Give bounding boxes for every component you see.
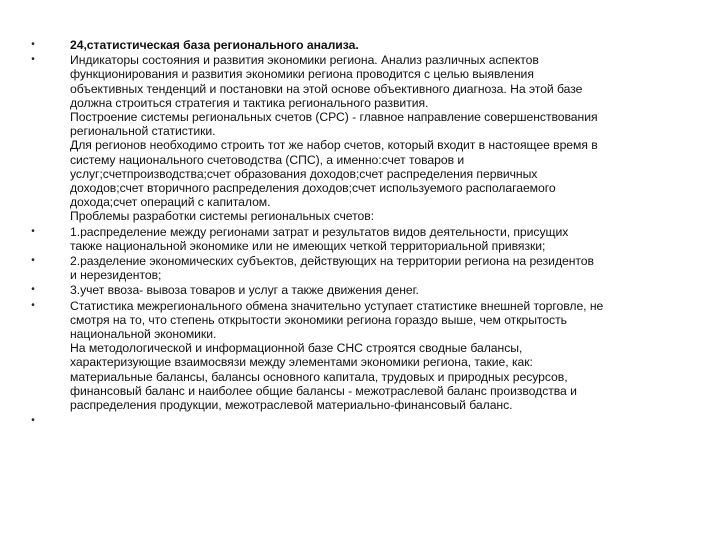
paragraph xyxy=(70,53,698,223)
text-line: характеризующие взаимосвязи между элементами экономики региона, такие, как: xyxy=(70,355,533,370)
text-line: финансовый баланс и наиболее общие балансы - межотраслевой баланс производства и xyxy=(70,383,577,398)
text-line: функционирования и развития экономики региона проводится с целью выявления xyxy=(70,67,534,82)
bullet-icon: • xyxy=(31,225,35,237)
empty-paragraph xyxy=(70,414,698,428)
text-line: и нерезидентов; xyxy=(70,268,162,283)
paragraph xyxy=(70,299,698,413)
list-item xyxy=(28,53,698,223)
text-line: дохода;счет операций с капиталом. xyxy=(70,195,271,210)
list-item xyxy=(28,283,698,297)
text-line: смотря на то, что степень открытости экономики региона гораздо выше, чем открытость xyxy=(70,312,567,327)
text-line: 3.учет ввоза- вывоза товаров и услуг а также движения денег. xyxy=(70,283,419,298)
bullet-icon: • xyxy=(31,284,35,296)
bullet-icon: • xyxy=(31,299,35,311)
text-line: 2.разделение экономических субъектов, действующих на территории региона на резидентов xyxy=(70,254,594,269)
text-line: Индикаторы состояния и развития экономики региона. Анализ различных аспектов xyxy=(70,53,539,68)
list-item-empty xyxy=(28,414,698,428)
text-line: Построение системы региональных счетов (СРС) - главное направление совершенствования xyxy=(70,110,598,125)
paragraph xyxy=(70,225,698,253)
bullet-list xyxy=(28,38,698,428)
list-item xyxy=(28,254,698,282)
bullet-icon: • xyxy=(31,54,35,66)
text-line: должна строиться стратегия и тактика регионального развития. xyxy=(70,95,429,110)
text-line: доходов;счет вторичного распределения доходов;счет используемого располагаемого xyxy=(70,181,556,196)
paragraph xyxy=(70,283,698,297)
paragraph xyxy=(70,254,698,282)
text-line: также национальной экономике или не имеющих четкой территориальной привязки; xyxy=(70,238,546,253)
section-title-text: 24,статистическая база регионального анализа. xyxy=(70,38,359,52)
section-title xyxy=(70,38,698,52)
list-item xyxy=(28,299,698,413)
list-item xyxy=(28,225,698,253)
bullet-icon: • xyxy=(31,255,35,267)
text-line: услуг;счетпроизводства;счет образования доходов;счет распределения первичных xyxy=(70,166,538,181)
text-line: национальной экономики. xyxy=(70,327,217,342)
text-line: 1.распределение между регионами затрат и результатов видов деятельности, присущих xyxy=(70,224,569,239)
text-line: На методологической и информационной базе СНС строятся сводные балансы, xyxy=(70,341,523,356)
text-line: региональной статистики. xyxy=(70,124,216,139)
bullet-icon: • xyxy=(31,39,35,50)
bullet-icon: • xyxy=(31,415,35,427)
list-item xyxy=(28,38,698,52)
text-line: Статистика межрегионального обмена значительно уступает статистике внешней торговле, не xyxy=(70,298,604,313)
text-line: материальные балансы, балансы основного капитала, трудовых и природных ресурсов, xyxy=(70,369,568,384)
text-line: распределения продукции, межотраслевой материально-финансовый баланс. xyxy=(70,398,513,413)
text-line: Для регионов необходимо строить тот же набор счетов, который входит в настоящее время в xyxy=(70,138,598,153)
text-line: объективных тенденций и постановки на этой основе объективного диагноза. На этой базе xyxy=(70,81,583,96)
text-line: Проблемы разработки системы региональных счетов: xyxy=(70,209,374,224)
text-line: систему национального счетоводства (СПС), а именно:счет товаров и xyxy=(70,152,465,167)
